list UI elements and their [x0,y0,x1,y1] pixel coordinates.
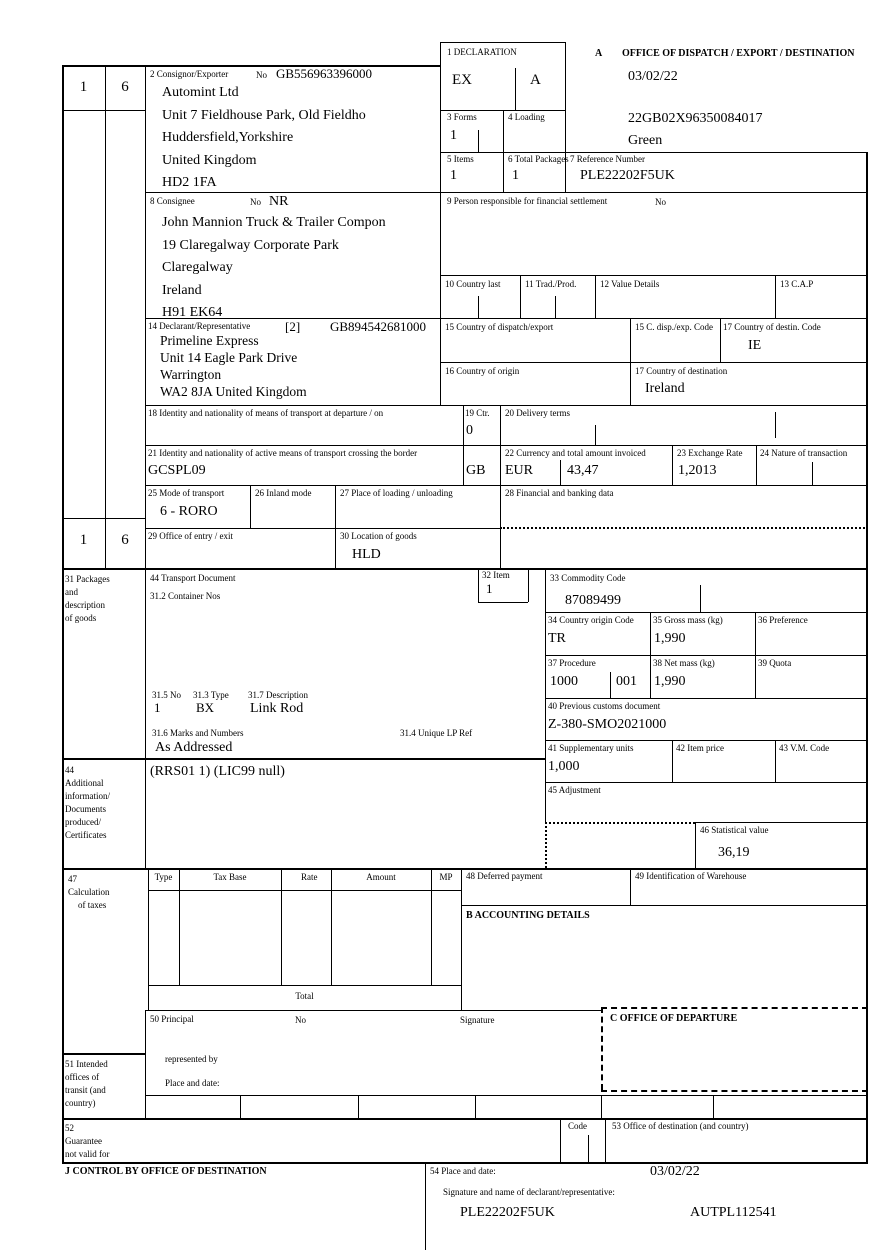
tax-header-rate: Rate [301,872,318,882]
tax-header-type: Type [154,872,173,882]
divider [605,1118,606,1162]
box1-declaration-type: EX [452,72,472,88]
box32-label: 32 Item [482,570,510,580]
box2-address: Automint Ltd Unit 7 Fieldhouse Park, Old Fieldho Huddersfield,Yorkshire United Kingdom HD2 1FA [162,85,366,190]
box37-value2: 001 [616,674,637,689]
divider [431,868,432,985]
box31-6-label: 31.6 Marks and Numbers [152,728,244,738]
box37-value1: 1000 [550,674,578,689]
box54-signature-label: Signature and name of declarant/representative: [443,1187,615,1197]
divider [545,655,868,656]
box15a-label: 15 C. disp./exp. Code [635,322,713,332]
divider [145,65,146,868]
box27-label: 27 Place of loading / unloading [340,488,453,498]
office-of-departure-header: C OFFICE OF DEPARTURE [610,1013,738,1024]
divider [62,518,145,519]
box18-label: 18 Identity and nationality of means of transport at departure / on [148,408,384,418]
box21-nationality: GB [466,463,486,478]
divider [440,42,441,405]
tax-header-tax-base: Tax Base [213,872,247,882]
office-header-letter: A [595,48,603,59]
divider [358,1095,359,1118]
copy-number-right-mid: 6 [121,532,129,548]
box8-no-label: No [250,197,261,207]
box31-3-label: 31.3 Type [193,690,229,700]
box3-label: 3 Forms [447,112,477,122]
divider [62,65,440,67]
box7-reference-number: PLE22202F5UK [580,168,675,183]
box9-label: 9 Person responsible for financial settlement [447,196,608,206]
divider [145,528,500,529]
box2-label: 2 Consignor/Exporter [150,69,229,79]
box19-label: 19 Ctr. [465,408,490,418]
box5-value: 1 [450,168,457,183]
divider [145,405,868,406]
box22-amount: 43,47 [567,463,599,478]
divider [545,822,547,868]
divider [250,485,251,528]
copy-number-left-mid: 1 [79,532,88,548]
box17a-value: IE [748,338,762,353]
divider [595,425,596,445]
divider [281,868,282,985]
divider [610,672,611,698]
divider [515,68,516,110]
divider [520,275,521,318]
box12-label: 12 Value Details [600,279,660,289]
divider [503,110,504,192]
box41-label: 41 Supplementary units [548,743,634,753]
box15-label: 15 Country of dispatch/export [445,322,554,332]
box2-no-label: No [256,70,267,80]
divider [62,568,868,570]
box32-value: 1 [486,581,493,596]
box52-label: 52 Guarantee not valid for [65,1123,110,1159]
divider [560,460,561,485]
box30-value: HLD [352,547,381,562]
box14-representative-code: [2] [285,319,301,334]
box25-label: 25 Mode of transport [148,488,225,498]
box30-label: 30 Location of goods [340,531,417,541]
box16-label: 16 Country of origin [445,366,520,376]
box34-value: TR [548,631,566,646]
divider [630,868,631,905]
box20-label: 20 Delivery terms [505,408,570,418]
divider [145,1095,868,1096]
divider [145,445,868,446]
box17-value: Ireland [645,381,685,396]
box11-label: 11 Trad./Prod. [525,279,577,289]
routing-status: Green [628,133,663,148]
divider [478,568,479,602]
box40-value: Z-380-SMO2021000 [548,717,667,732]
box23-value: 1,2013 [678,463,717,478]
box26-label: 26 Inland mode [255,488,312,498]
box31-4-label: 31.4 Unique LP Ref [400,728,473,738]
box49-label: 49 Identification of Warehouse [635,871,747,881]
divider [601,1090,868,1092]
divider [545,782,868,783]
box8-address: John Mannion Truck & Trailer Compon 19 Claregalway Corporate Park Claregalway Ireland H91 EK64 [162,215,386,320]
box44-transport-document-label: 44 Transport Document [150,573,236,583]
box51-label: 51 Intended offices of transit (and country) [65,1059,108,1108]
box3-value: 1 [450,128,457,143]
control-by-office-header: J CONTROL BY OFFICE OF DESTINATION [65,1166,267,1177]
box31-7-value: Link Rod [250,701,304,716]
divider [601,1095,602,1118]
box34-label: 34 Country origin Code [548,615,634,625]
divider [62,1162,868,1164]
box19-value: 0 [466,423,473,438]
divider [588,1135,589,1162]
office-date: 03/02/22 [628,69,678,84]
divider [62,1053,145,1055]
box52-code-label: Code [568,1121,587,1131]
divider [440,362,868,363]
box21-label: 21 Identity and nationality of active means of transport crossing the border [148,448,418,458]
box54-reference: PLE22202F5UK [460,1205,555,1220]
divider [545,698,868,699]
box39-label: 39 Quota [758,658,792,668]
box41-value: 1,000 [548,759,580,774]
box54-date: 03/02/22 [650,1164,700,1179]
divider [695,822,696,868]
divider [812,462,813,485]
box42-label: 42 Item price [676,743,724,753]
box31-5-value: 1 [154,700,161,715]
box6-value: 1 [512,168,519,183]
box54-auth-number: AUTPL112541 [690,1205,777,1220]
divider [756,445,757,485]
box46-value: 36,19 [718,845,750,860]
divider [425,1162,426,1250]
box6-label: 6 Total Packages [508,154,569,164]
divider [545,612,868,613]
tax-header-amount: Amount [366,872,396,882]
divider [461,905,868,906]
box7-label: 7 Reference Number [570,154,645,164]
box38-value: 1,990 [654,674,686,689]
divider [775,740,776,782]
box50-label: 50 Principal [150,1014,194,1024]
box54-label: 54 Place and date: [430,1166,496,1176]
accounting-details-header: B ACCOUNTING DETAILS [466,910,590,921]
box17-label: 17 Country of destination [635,366,728,376]
divider [560,1118,561,1162]
box47-label: 47 Calculation of taxes [68,874,110,910]
box46-label: 46 Statistical value [700,825,769,835]
box35-value: 1,990 [654,631,686,646]
box22-label: 22 Currency and total amount invoiced [505,448,646,458]
box31-5-label: 31.5 No [152,690,181,700]
divider [62,868,868,870]
box33-label: 33 Commodity Code [550,573,626,583]
box40-label: 40 Previous customs document [548,701,661,711]
box37-label: 37 Procedure [548,658,596,668]
divider [595,275,596,318]
box31-label: 31 Packages and description of goods [65,574,110,623]
divider [545,740,868,741]
box21-value: GCSPL09 [148,463,206,478]
box8-label: 8 Consignee [150,196,195,206]
tax-header-mp: MP [439,872,453,882]
box28-label: 28 Financial and banking data [505,488,614,498]
box13-label: 13 C.A.P [780,279,814,289]
divider [555,296,556,318]
box9-no-label: No [655,197,666,207]
box31-6-value: As Addressed [155,740,233,755]
box24-label: 24 Nature of transaction [760,448,848,458]
divider [440,152,868,153]
box35-label: 35 Gross mass (kg) [653,615,723,625]
divider [601,1007,603,1090]
divider [440,110,565,111]
box50-place-date-label: Place and date: [165,1078,220,1088]
box50-signature-label: Signature [460,1015,495,1025]
box50-represented-label: represented by [165,1054,218,1064]
divider [240,1095,241,1118]
box14-eori: GB894542681000 [330,319,427,334]
divider [478,296,479,318]
box44-value: (RRS01 1) (LIC99 null) [150,764,285,779]
divider [331,868,332,985]
divider [478,130,479,152]
divider [145,1010,146,1118]
box17a-label: 17 Country of destin. Code [723,322,821,332]
box38-label: 38 Net mass (kg) [653,658,715,668]
divider [105,65,106,568]
divider [62,65,64,1162]
movement-reference-number: 22GB02X96350084017 [628,111,763,126]
copy-number-left-top: 1 [79,79,88,95]
box1-label: 1 DECLARATION [447,47,517,57]
divider [866,152,868,1162]
divider [565,42,566,192]
box4-label: 4 Loading [508,112,545,122]
divider [720,318,721,362]
box43-label: 43 V.M. Code [779,743,830,753]
divider [672,740,673,782]
divider [62,758,545,760]
divider [775,412,776,438]
divider [179,868,180,985]
divider [440,42,565,43]
divider [500,405,501,568]
divider [461,868,462,1010]
box14-address: Primeline Express Unit 14 Eagle Park Drive Warrington WA2 8JA United Kingdom [160,333,307,399]
box31-7-label: 31.7 Description [248,690,308,700]
box33-commodity-code: 87089499 [565,593,621,608]
box22-currency: EUR [505,463,533,478]
box31-2-container-label: 31.2 Container Nos [150,591,221,601]
divider [500,527,868,529]
box44-label: 44 Additional information/ Documents produced/ Certificates [65,765,110,840]
box31-3-value: BX [196,700,215,715]
divider [545,568,546,822]
tax-total-label: Total [295,991,314,1001]
divider [62,1118,868,1120]
box23-label: 23 Exchange Rate [677,448,743,458]
divider [695,822,868,823]
divider [440,275,868,276]
box53-label: 53 Office of destination (and country) [612,1121,749,1131]
divider [475,1095,476,1118]
box36-label: 36 Preference [758,615,808,625]
office-header-label: OFFICE OF DISPATCH / EXPORT / DESTINATION [622,48,855,59]
divider [148,985,461,986]
divider [62,110,145,111]
divider [148,890,461,891]
divider [528,568,529,602]
box1-declaration-subtype: A [530,72,541,88]
divider [713,1095,714,1118]
box14-label: 14 Declarant/Representative [148,321,251,331]
box5-label: 5 Items [447,154,474,164]
box2-eori: GB556963396000 [276,66,373,81]
divider [145,485,868,486]
copy-number-right-top: 6 [121,79,129,95]
divider [672,445,673,485]
box29-label: 29 Office of entry / exit [148,531,234,541]
divider [145,1010,601,1011]
divider [601,1007,868,1009]
box10-label: 10 Country last [445,279,501,289]
divider [335,485,336,568]
box25-value: 6 - RORO [160,504,218,519]
divider [478,602,528,603]
box48-label: 48 Deferred payment [466,871,543,881]
box8-no-value: NR [269,194,289,209]
divider [700,585,701,612]
divider [545,822,695,824]
box45-label: 45 Adjustment [548,785,601,795]
divider [775,275,776,318]
box50-no-label: No [295,1015,306,1025]
